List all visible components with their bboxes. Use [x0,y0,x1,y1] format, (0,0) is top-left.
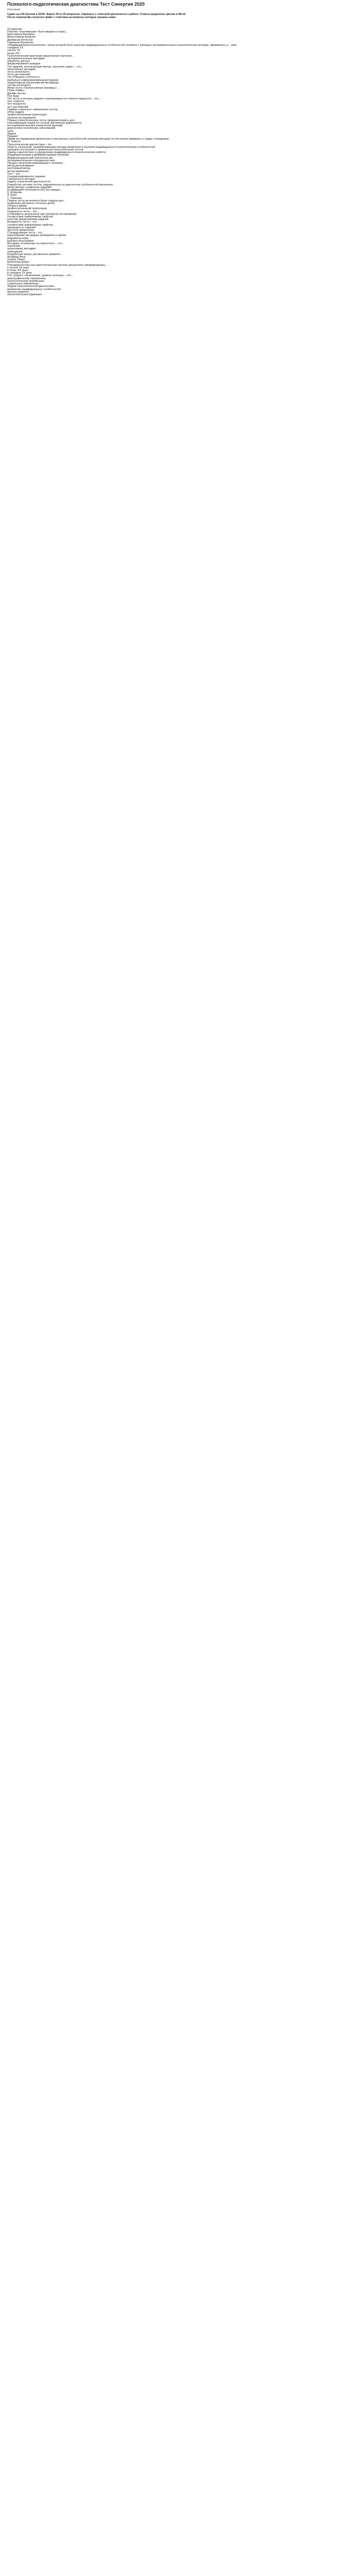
text-line: простота применения [7,229,35,232]
text-line: Процесс получения информации о человеке… [7,161,65,165]
text-line: экспериментальная психодиагностика [7,159,55,162]
text-line: соответствие измеряемому свойству [7,215,53,219]
text-line: тесты достижений [7,73,30,77]
text-line: социальные переменные [7,282,39,286]
text-line: тест скорости [7,100,25,104]
text-line: исследования высших психических функций [7,124,63,128]
text-line: выявления умственно отсталых детей [7,202,55,205]
text-line: А. Бине [7,194,17,197]
page-title: Психолого-педагогическая диагностика Тест Синергия 2020 [7,2,145,7]
text-line: подход к диагностике и определению индивидуально-психологических свойств [7,151,106,155]
text-line: Рубен Рейвен [7,89,25,93]
text-line: прогноз развития [7,290,29,294]
text-line: выявление индивидуальных особенностей [7,287,61,291]
text-line: метод измерения [7,170,29,173]
text-line: Тип теста, в котором задания сгруппированы по степени трудности, – это… [7,97,101,101]
text-line: Автор метода «сравнения подобий» [7,185,53,189]
text-line: Психологическая диагностика – это… [7,143,55,146]
text-line: профессиональной ориентации [7,207,47,211]
text-line: в начале XX века [7,266,29,269]
text-line: проективные методики [7,247,36,251]
text-line: В. Штерном [7,191,22,195]
text-line: метод распознавания [7,164,35,168]
text-line: психологические переменные [7,279,45,283]
text-line: Надежность теста – это… [7,210,40,213]
text-line: тестам интеллекта [7,84,31,88]
text-line: в середине XX века [7,272,32,275]
text-line: Предмет [7,134,19,138]
text-line: Первые тесты интеллекта были созданы для… [7,199,66,202]
text-line: Оглавление [7,27,22,31]
text-line: единообразие процедуры проведения и оценки [7,234,66,238]
text-line: Задачи [7,132,16,135]
text-line: Психодиагностика как самостоятельная научная дисциплина сформировалась… [7,263,108,267]
text-line: однородность заданий [7,226,36,229]
text-line: Ф. Гальтон [7,140,21,144]
text-line: Вильгельм Штерн [7,261,30,264]
text-line: Тест Роршаха относится к… [7,76,43,79]
text-line: Дифференциальный психологии как… [7,156,56,160]
text-line: соответствие измеряемому свойству [7,223,53,227]
text-line: выборка испытуемых [7,239,34,243]
text-line: тесты интеллекта [7,71,29,74]
text-line: Цель [7,129,14,133]
text-line: Германом Роршахом [7,41,33,44]
text-line: тест достижений [7,105,28,109]
text-line: Валидность теста – это… [7,221,39,224]
text-line: вербально-коммуникативным методикам [7,78,59,82]
text-line: Психологический практикум предполагает изучение… [7,54,75,58]
text-line: обработку данных [7,60,30,63]
text-line: Понятие «психометрия» было введено в науку… [7,30,68,33]
text-line: Ярким исследованием физических и умственных способностей человека методом тестов начали развивать в трудах сотрудников [7,138,169,141]
text-line: Альфред Бине [7,256,26,259]
text-line: Кристианом Вольфом [7,33,35,37]
text-line: Первые психологические тесты предназначались для… [7,118,77,122]
text-line: Задачи психологической диагностики… [7,285,57,289]
text-line: научные исследования [7,116,36,120]
text-line: наблюдение [7,250,23,253]
text-line: разработка норм [7,236,28,240]
text-line: Т. Симоном [7,196,22,200]
text-line: модель психической деятельности [7,180,50,184]
text-line: классификации людей по степени умственной одаренности [7,121,82,125]
text-line: «Индивидуальная психология», целью которой было изучение индивидуальных особенностей человека с помощью экспериментально-психологических методов, оформилась в… веке [7,44,237,47]
text-line: диагностики психических заболеваний [7,127,56,130]
text-line: принципы построения и применения психологических тестов [7,148,83,151]
text-line: область психологии, разрабатывающая методы выявления и изучения индивидуально-психологических особенностей [7,145,155,149]
text-line: Пример «сквозного» применения тестов… [7,108,60,111]
text-line: Автор теста «Прогрессивные матрицы»… [7,87,60,90]
text-line: начале XX [7,49,21,53]
text-line: психологическая коррекция [7,293,42,296]
text-line: Стандартизация теста – это… [7,231,45,235]
text-line: тест мощности [7,103,26,106]
text-line: совокупность методов [7,178,35,181]
text-line: Джеймсом Кеттелом [7,38,33,42]
text-line: Пол Анри [7,94,20,98]
document-body [7,28,354,296]
text-line: Коэффициент интеллекта (IQ) был введен… [7,188,63,192]
intro-line: Сдано на 100 баллов в 2020г. Верно 30 из 30 вопросов. Скриншот с отметкой прилагается к работе. Ответы выделены цветом в Word- [7,13,186,16]
text-line: Тест – это… [7,172,23,176]
text-line: стандартизированное задание [7,175,46,178]
text-line: Теодор Симон [7,258,25,262]
text-line: отбора в армию [7,205,27,208]
text-line: проективные методики [7,67,36,71]
text-line: устойчивость результатов при повторном тестировании [7,212,77,216]
text-line: опросники [7,245,20,248]
text-line: экспериментальные методики [7,57,45,61]
intro-line: После покупки Вы получите файл с ответами на вопросы которые указаны ниже: [7,15,116,19]
text-line: в конце XIX века [7,269,28,273]
text-line: Индивидуализация и дифференциация обучения [7,154,69,157]
text-line: качество формулировки заданий [7,218,48,222]
text-line: середине XX [7,46,24,50]
text-line: перцептивным (проективным) методикам [7,81,59,84]
text-line: Методики, основанные на самоотчете, – это… [7,242,65,246]
text-line: профессиональная ориентация [7,113,47,117]
text-line: отбор кадров [7,111,24,114]
text-line: Пол, возраст, образование, уровень культуры – это… [7,274,74,278]
text-line: Тип заданий, использующих метод: «решение задач» – это… [7,65,84,69]
page-subtitle: Описание [7,8,21,11]
text-line: демографические переменные [7,277,46,280]
text-line: конце XIX [7,52,20,55]
text-line: Вильгельмом Вундтом [7,36,36,39]
text-line: Джеймс Кеттел [7,92,26,95]
text-line: Разработчик шкалы умственного развития… [7,252,63,256]
text-line: Разработка системы тестов, направленных на диагностику особенностей мышления [7,183,113,187]
text-line: формулирование выводов [7,62,41,66]
text-line: реестровый метод [7,167,30,171]
